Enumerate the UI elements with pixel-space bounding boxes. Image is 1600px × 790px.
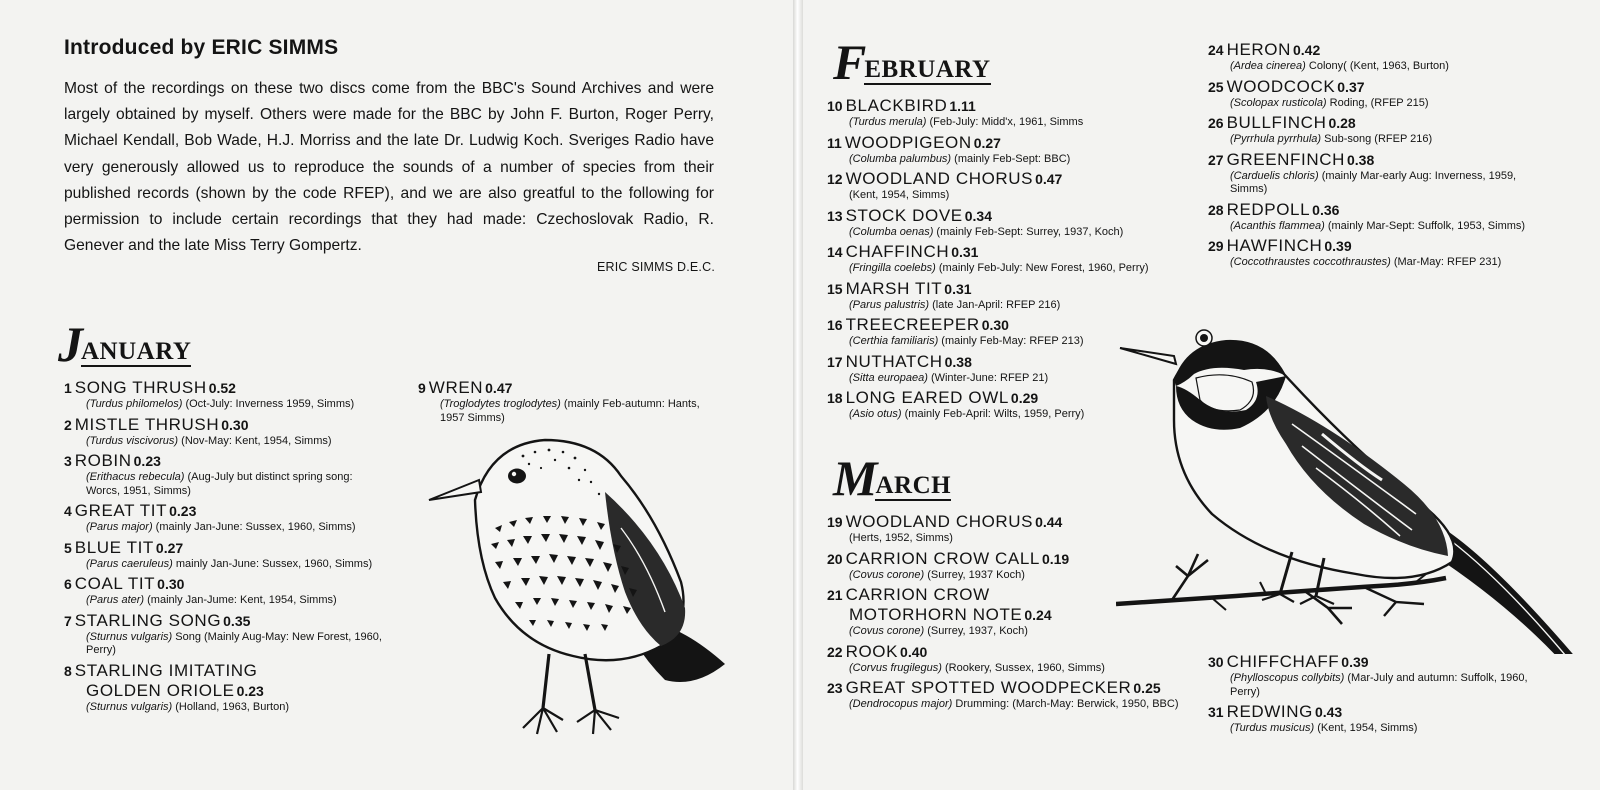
track-name: CHAFFINCH — [845, 242, 950, 261]
month-heading-february: F EBRUARY — [833, 34, 991, 90]
track-item — [1208, 702, 1538, 736]
track-scientific-name: (Acanthis flammea) — [1230, 219, 1325, 232]
track-name: BLUE TIT — [74, 537, 154, 557]
track-name: GREENFINCH — [1226, 149, 1345, 169]
track-name: ROBIN — [74, 451, 132, 470]
track-number: 25 — [1208, 78, 1224, 95]
track-number: 29 — [1208, 238, 1224, 254]
track-duration: 0.23 — [133, 453, 161, 469]
track-title-line — [827, 96, 1187, 116]
track-duration: 0.30 — [981, 317, 1009, 333]
track-details — [1208, 722, 1538, 736]
track-duration: 0.44 — [1035, 514, 1063, 530]
track-number: 3 — [64, 453, 72, 469]
track-number: 17 — [827, 353, 843, 370]
track-number: 12 — [827, 171, 843, 187]
track-name: STOCK DOVE — [845, 205, 963, 225]
track-item — [827, 169, 1187, 203]
track-duration: 0.38 — [944, 353, 972, 370]
track-recording-note: (mainly Feb-April: Wilts, 1959, Perry) — [901, 408, 1085, 420]
track-details — [827, 153, 1187, 167]
track-scientific-name: (Asio otus) — [849, 408, 902, 420]
track-details — [827, 226, 1187, 240]
track-title-line — [1208, 40, 1538, 60]
track-number: 8 — [64, 662, 72, 679]
track-item — [1208, 200, 1538, 234]
track-recording-note: mainly Jan-June: Sussex, 1960, Simms) — [172, 557, 373, 570]
track-number: 24 — [1208, 42, 1224, 58]
track-scientific-name: (Dendrocopus major) — [849, 698, 953, 710]
track-name: GREAT SPOTTED WOODPECKER — [845, 678, 1132, 697]
track-scientific-name: (Ardea cinerea) — [1230, 60, 1306, 72]
track-number: 28 — [1208, 201, 1224, 218]
track-item — [64, 378, 384, 412]
track-name: HAWFINCH — [1226, 236, 1323, 255]
track-item — [64, 574, 384, 608]
track-recording-note: (mainly Mar-Sept: Suffolk, 1953, Simms) — [1324, 219, 1526, 232]
track-item — [1208, 113, 1538, 147]
track-details — [827, 625, 1187, 639]
track-details — [1208, 672, 1538, 699]
track-recording-note: (Mar-May: RFEP 231) — [1390, 256, 1502, 268]
track-recording-note: (mainly Feb-May: RFEP 213) — [938, 335, 1084, 347]
page-fold — [793, 0, 803, 790]
track-number: 31 — [1208, 704, 1224, 720]
track-number: 16 — [827, 317, 843, 333]
track-number: 22 — [827, 643, 843, 660]
track-duration: 0.35 — [223, 612, 251, 629]
track-scientific-name: (Columba oenas) — [849, 225, 934, 238]
track-name: ROOK — [845, 641, 899, 661]
track-name: MARSH TIT — [845, 278, 943, 298]
track-duration: 0.40 — [900, 643, 928, 660]
intro-signature: ERIC SIMMS D.E.C. — [597, 260, 715, 274]
track-number: 27 — [1208, 151, 1224, 168]
track-duration: 0.29 — [1010, 390, 1039, 406]
track-recording-note: Roding, (RFEP 215) — [1326, 96, 1429, 109]
track-recording-note: (mainly Feb-July: New Forest, 1960, Perry) — [935, 262, 1149, 274]
track-item — [827, 585, 1187, 639]
track-item — [827, 642, 1187, 676]
track-duration: 0.39 — [1341, 654, 1369, 670]
track-name: WOODPIGEON — [844, 132, 972, 152]
track-title-line — [827, 315, 1187, 335]
track-number: 13 — [827, 207, 843, 224]
track-name: STARLING SONG — [74, 610, 222, 630]
track-scientific-name: (Troglodytes troglodytes) — [440, 398, 561, 410]
track-recording-note: (mainly Jan-Jume: Kent, 1954, Simms) — [144, 594, 337, 606]
track-name: LONG EARED OWL — [845, 388, 1009, 407]
track-recording-note: (mainly Jan-June: Sussex, 1960, Simms) — [152, 521, 356, 533]
track-item — [827, 549, 1187, 583]
track-title-line — [64, 574, 384, 594]
track-recording-note: (mainly Feb-Sept: Surrey, 1937, Koch) — [933, 225, 1124, 238]
track-item — [827, 279, 1187, 313]
track-item — [64, 451, 384, 498]
track-name: STARLING IMITATING — [74, 660, 258, 680]
track-name: BULLFINCH — [1226, 113, 1327, 132]
track-recording-note: (Surrey, 1937, Koch) — [924, 625, 1028, 637]
track-number: 7 — [64, 612, 72, 629]
track-details — [827, 662, 1187, 676]
track-recording-note: Drumming: (March-May: Berwick, 1950, BBC) — [952, 698, 1179, 710]
track-details — [418, 398, 718, 425]
track-duration: 0.47 — [1035, 171, 1063, 187]
track-details — [64, 435, 384, 449]
track-duration: 0.19 — [1041, 550, 1070, 567]
track-scientific-name: (Turdus viscivorus) — [86, 434, 179, 447]
track-recording-note: (Holland, 1963, Burton) — [172, 700, 289, 713]
track-duration: 0.30 — [157, 576, 185, 592]
track-item — [64, 501, 384, 535]
track-name: WOODCOCK — [1226, 76, 1336, 96]
track-recording-note: (mainly Feb-autumn: Hants, 1957 Simms) — [440, 398, 700, 424]
track-details — [64, 701, 384, 715]
track-number: 20 — [827, 550, 843, 567]
track-details — [827, 372, 1187, 386]
march-track-list-continued — [1208, 652, 1538, 739]
track-title-line — [827, 512, 1187, 532]
track-details — [827, 408, 1187, 422]
track-scientific-name: (Columba palumbus) — [849, 152, 952, 165]
track-recording-note: (Surrey, 1937 Koch) — [924, 568, 1025, 581]
track-details — [1208, 256, 1538, 270]
track-details — [64, 471, 384, 498]
track-duration: 0.34 — [964, 207, 992, 224]
track-number: 21 — [827, 587, 843, 603]
track-number: 4 — [64, 503, 72, 519]
track-scientific-name: (Pyrrhula pyrrhula) — [1230, 133, 1322, 145]
track-item — [827, 133, 1187, 167]
track-recording-note: (Feb-July: Midd'x, 1961, Simms — [926, 116, 1084, 128]
track-duration: 0.30 — [221, 416, 249, 433]
track-recording-note: (Kent, 1954, Simms) — [1314, 722, 1418, 734]
track-duration: 0.43 — [1314, 704, 1343, 720]
track-details — [827, 299, 1187, 313]
january-track-list — [64, 378, 384, 717]
track-duration: 0.23 — [236, 682, 264, 699]
track-scientific-name: (Sturnus vulgaris) — [86, 700, 173, 713]
track-details — [1208, 60, 1538, 74]
track-recording-note: (Nov-May: Kent, 1954, Simms) — [178, 434, 332, 447]
track-item — [1208, 77, 1538, 111]
track-title-line — [64, 538, 384, 558]
track-duration: 0.39 — [1324, 238, 1352, 254]
track-details — [64, 558, 384, 572]
track-details — [827, 569, 1187, 583]
track-title-line — [827, 352, 1187, 372]
track-scientific-name: (Turdus merula) — [849, 116, 927, 128]
track-item — [827, 678, 1187, 712]
track-scientific-name: (Coccothraustes coccothraustes) — [1230, 256, 1391, 268]
track-item — [827, 96, 1187, 130]
track-recording-note: (Aug-July but distinct spring song: Worcs, 1951, Simms) — [86, 471, 353, 497]
track-scientific-name: (Covus corone) — [849, 568, 925, 581]
track-recording-note: (Mar-July and autumn: Suffolk, 1960, Perry) — [1230, 672, 1528, 698]
track-scientific-name: (Turdus musicus) — [1230, 722, 1315, 734]
track-item — [1208, 236, 1538, 270]
track-number: 6 — [64, 576, 72, 592]
track-title-line — [64, 501, 384, 521]
track-details — [827, 262, 1187, 276]
track-number: 18 — [827, 390, 843, 406]
track-title-line — [64, 661, 384, 701]
track-title-line — [827, 678, 1187, 698]
track-item — [64, 661, 384, 715]
track-number: 30 — [1208, 654, 1224, 670]
month-heading-january: J ANUARY — [58, 316, 192, 372]
track-number: 2 — [64, 416, 72, 433]
track-item — [64, 611, 384, 658]
track-scientific-name: (Covus corone) — [849, 625, 925, 637]
track-number: 5 — [64, 539, 72, 556]
track-recording-note: Sub-song (RFEP 216) — [1321, 133, 1433, 145]
track-title-line — [827, 169, 1187, 189]
track-duration: 0.25 — [1133, 680, 1161, 696]
track-name: MISTLE THRUSH — [74, 414, 220, 434]
track-details — [64, 398, 384, 412]
track-title-line — [64, 611, 384, 631]
track-name: CARRION CROW — [845, 585, 990, 604]
track-duration: 0.47 — [485, 380, 513, 396]
track-title-line — [1208, 702, 1538, 722]
track-name: GREAT TIT — [74, 501, 168, 520]
track-title-line — [1208, 113, 1538, 133]
track-name: WOODLAND CHORUS — [845, 512, 1034, 531]
track-number: 26 — [1208, 115, 1224, 131]
track-duration: 1.11 — [949, 98, 976, 114]
track-details — [827, 189, 1187, 203]
track-details — [1208, 170, 1538, 197]
track-title-line — [827, 242, 1187, 262]
track-details — [827, 335, 1187, 349]
track-recording-note: (Kent, 1954, Simms) — [849, 189, 950, 201]
track-duration: 0.28 — [1328, 115, 1356, 131]
track-scientific-name: (Erithacus rebecula) — [86, 471, 185, 483]
track-duration: 0.23 — [169, 503, 197, 519]
track-title-line — [64, 415, 384, 435]
february-track-list — [827, 96, 1187, 425]
track-title-line — [1208, 150, 1538, 170]
intro-text: Most of the recordings on these two discs come from the BBC's Sound Archives and were largely obtained by myself. Others were made for the BBC by John F. Burton, Roger Perry, Michael Kendall, Bob Wade, H.J. Morriss and the late Dr. Ludwig Koch. Sveriges Radio have very generously allowed us to reproduce the sounds of a number of species from their published records (shown by the code RFEP), and we are also greatful to the following for permission to include certain recordings that they had made: Czechoslovak Radio, R. Genever and the late Miss Terry Gompertz. — [64, 80, 714, 255]
track-item — [1208, 40, 1538, 74]
track-name: WOODLAND CHORUS — [845, 169, 1034, 188]
track-name: HERON — [1226, 40, 1291, 59]
track-title-line — [418, 378, 718, 398]
track-number: 10 — [827, 98, 843, 114]
track-item — [827, 512, 1187, 546]
track-name: COAL TIT — [74, 574, 156, 593]
track-title-line — [1208, 652, 1538, 672]
track-duration: 0.52 — [208, 380, 236, 396]
track-duration: 0.31 — [951, 244, 979, 260]
song-thrush-drawing — [425, 432, 735, 752]
track-name-continued: GOLDEN ORIOLE 0.23 — [86, 680, 264, 700]
track-item — [64, 415, 384, 449]
track-number: 23 — [827, 680, 843, 696]
track-name-continued: MOTORHORN NOTE 0.24 — [849, 605, 1052, 624]
track-recording-note: (mainly Feb-Sept: BBC) — [951, 152, 1071, 165]
track-scientific-name: (Fringilla coelebs) — [849, 262, 936, 274]
track-details — [1208, 97, 1538, 111]
track-details — [1208, 220, 1538, 234]
track-item — [418, 378, 718, 425]
intro-title: Introduced by ERIC SIMMS — [64, 36, 339, 59]
track-duration: 0.42 — [1292, 42, 1321, 58]
track-scientific-name: (Parus major) — [86, 521, 153, 533]
track-number: 9 — [418, 380, 426, 396]
track-title-line — [827, 279, 1187, 299]
track-number: 15 — [827, 280, 843, 297]
track-title-line — [1208, 236, 1538, 256]
track-scientific-name: (Carduelis chloris) — [1230, 169, 1319, 182]
track-recording-note: (Herts, 1952, Simms) — [849, 532, 953, 544]
track-scientific-name: (Phylloscopus collybits) — [1230, 672, 1345, 684]
track-details — [827, 698, 1187, 712]
track-details — [1208, 133, 1538, 147]
track-scientific-name: (Certhia familiaris) — [849, 335, 939, 347]
track-recording-note: (Winter-June: RFEP 21) — [927, 371, 1049, 384]
track-scientific-name: (Turdus philomelos) — [86, 398, 183, 410]
track-title-line — [827, 133, 1187, 153]
track-title-line — [64, 451, 384, 471]
track-name: BLACKBIRD — [845, 96, 948, 115]
track-title-line — [1208, 200, 1538, 220]
track-duration: 0.37 — [1337, 78, 1365, 95]
track-title-line — [64, 378, 384, 398]
month-heading-march: M ARCH — [833, 450, 952, 506]
track-name: REDPOLL — [1226, 199, 1311, 219]
track-number: 19 — [827, 514, 843, 530]
track-scientific-name: (Scolopax rusticola) — [1230, 96, 1327, 109]
track-duration: 0.38 — [1346, 151, 1375, 168]
track-scientific-name: (Corvus frugilegus) — [849, 661, 942, 674]
track-title-line — [827, 642, 1187, 662]
track-duration: 0.27 — [973, 134, 1001, 151]
track-details — [64, 631, 384, 658]
track-name: REDWING — [1226, 702, 1313, 721]
track-scientific-name: (Parus ater) — [86, 594, 145, 606]
track-scientific-name: (Parus caeruleus) — [86, 557, 173, 570]
track-name: SONG THRUSH — [74, 378, 207, 397]
track-details — [64, 521, 384, 535]
track-duration: 0.27 — [155, 539, 184, 556]
track-title-line — [827, 585, 1187, 625]
track-title-line — [827, 388, 1187, 408]
track-details — [827, 532, 1187, 546]
track-name: TREECREEPER — [845, 315, 980, 334]
track-recording-note: Colony( (Kent, 1963, Burton) — [1305, 60, 1449, 72]
track-scientific-name: (Parus palustris) — [849, 298, 930, 311]
track-recording-note: (late Jan-April: RFEP 216) — [929, 298, 1061, 311]
track-duration: 0.31 — [944, 280, 972, 297]
left-page — [0, 0, 793, 790]
track-number: 11 — [827, 134, 842, 151]
track-item — [1208, 652, 1538, 699]
track-name: CARRION CROW CALL — [845, 548, 1040, 568]
track-scientific-name: (Sitta europaea) — [849, 371, 928, 384]
track-recording-note: (Rookery, Sussex, 1960, Simms) — [941, 661, 1105, 674]
march-track-list — [827, 512, 1187, 715]
track-number: 1 — [64, 380, 72, 396]
track-title-line — [1208, 77, 1538, 97]
track-duration: 0.36 — [1312, 201, 1340, 218]
january-track-list-continued — [418, 378, 718, 428]
track-recording-note: (Oct-July: Inverness 1959, Simms) — [182, 398, 355, 410]
track-item — [827, 352, 1187, 386]
track-name: WREN — [428, 378, 484, 397]
track-item — [1208, 150, 1538, 197]
track-scientific-name: (Sturnus vulgaris) — [86, 630, 173, 643]
track-name: NUTHATCH — [845, 351, 943, 371]
track-name: CHIFFCHAFF — [1226, 652, 1340, 671]
track-recording-note: (mainly Mar-early Aug: Inverness, 1959, Simms) — [1230, 169, 1517, 195]
track-duration: 0.24 — [1024, 607, 1052, 623]
track-item — [827, 206, 1187, 240]
track-item — [827, 388, 1187, 422]
track-item — [827, 242, 1187, 276]
track-details — [827, 116, 1187, 130]
track-title-line — [827, 206, 1187, 226]
track-item — [64, 538, 384, 572]
february-track-list-continued — [1208, 40, 1538, 273]
track-details — [64, 594, 384, 608]
track-number: 14 — [827, 244, 843, 260]
track-recording-note: Song (Mainly Aug-May: New Forest, 1960, Perry) — [86, 630, 382, 656]
track-item — [827, 315, 1187, 349]
track-title-line — [827, 549, 1187, 569]
